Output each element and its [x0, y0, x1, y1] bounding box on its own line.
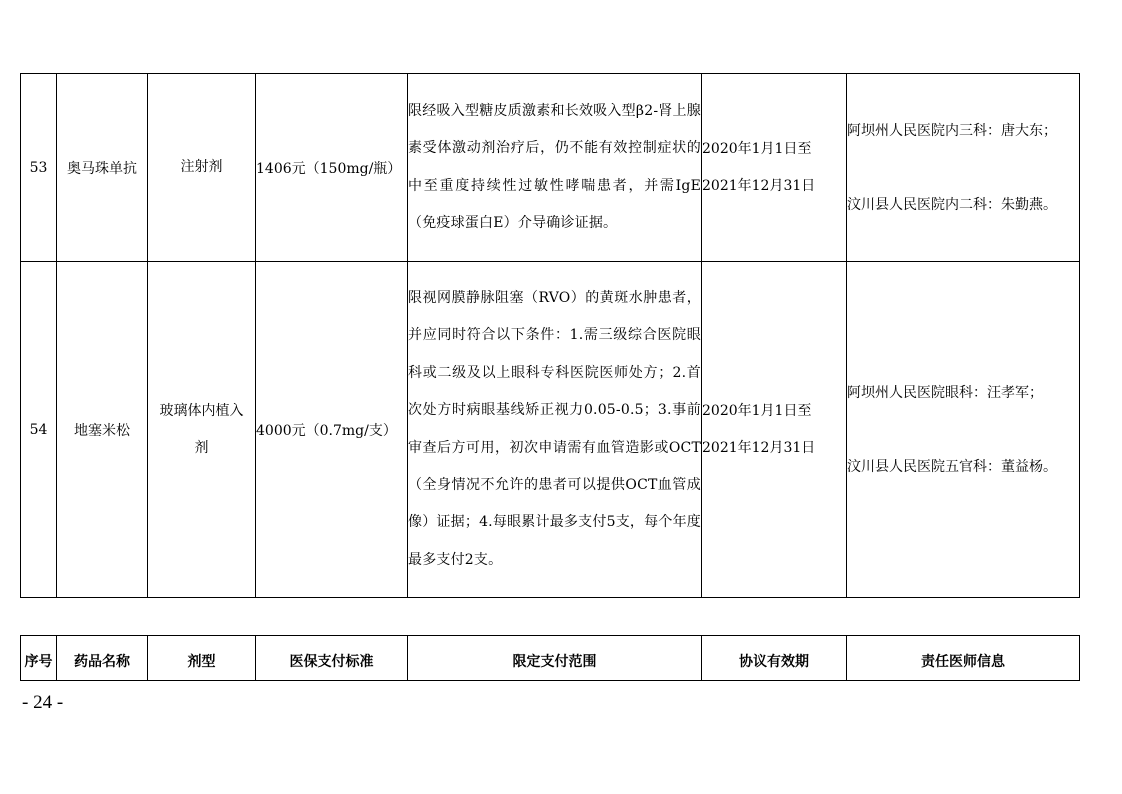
table-header	[20, 635, 1080, 681]
page-number: - 24 -	[22, 692, 64, 713]
agreement-period	[702, 74, 847, 262]
table-row	[21, 74, 1080, 262]
doctor-entry: 汶川县人民医院内二科：朱勤燕。	[847, 196, 1057, 213]
doctor-entry: 阿坝州人民医院内三科：唐大东；	[847, 122, 1057, 139]
dosage-form: 注射剂	[148, 74, 256, 262]
period-end: 2021年12月31日	[702, 439, 816, 456]
row-number: 54	[21, 262, 57, 598]
price: 4000元（0.7mg/支）	[256, 262, 408, 598]
period-end: 2021年12月31日	[702, 177, 816, 194]
drug-name: 地塞米松	[57, 262, 148, 598]
header-period: 协议有效期	[702, 636, 847, 681]
header-doctor: 责任医师信息	[847, 636, 1080, 681]
payment-scope: 限视网膜静脉阻塞（RVO）的黄斑水肿患者，并应同时符合以下条件：1.需三级综合医院眼科或二级及以上眼科专科医院医师处方；2.首次处方时病眼基线矫正视力0.05-0.5；3.事前审查后方可用，初次申请需有血管造影或OCT（全身情况不允许的患者可以提供OCT血管成像）证据；4.每眼累计最多支付5支，每个年度最多支付2支。	[408, 262, 702, 598]
header-number: 序号	[21, 636, 57, 681]
doctor-entry: 汶川县人民医院五官科：董益杨。	[847, 458, 1057, 475]
period-start: 2020年1月1日至	[702, 140, 812, 157]
dosage-form-line: 玻璃体内植入	[159, 402, 244, 419]
agreement-period	[702, 262, 847, 598]
header-price: 医保支付标准	[256, 636, 408, 681]
doctor-entry: 阿坝州人民医院眼科：汪孝军；	[847, 384, 1043, 401]
row-number: 53	[21, 74, 57, 262]
dosage-form	[148, 262, 256, 598]
table-row	[21, 262, 1080, 598]
dosage-form-line: 剂	[194, 439, 209, 456]
drug-name: 奥马珠单抗	[57, 74, 148, 262]
header-drug-name: 药品名称	[57, 636, 148, 681]
doctor-info	[847, 262, 1080, 598]
header-scope: 限定支付范围	[408, 636, 702, 681]
price: 1406元（150mg/瓶）	[256, 74, 408, 262]
drug-table	[20, 73, 1080, 598]
period-start: 2020年1月1日至	[702, 402, 812, 419]
header-dosage-form: 剂型	[148, 636, 256, 681]
doctor-info	[847, 74, 1080, 262]
payment-scope: 限经吸入型糖皮质激素和长效吸入型β2-肾上腺素受体激动剂治疗后，仍不能有效控制症状的中至重度持续性过敏性哮喘患者，并需IgE（免疫球蛋白E）介导确诊证据。	[408, 74, 702, 262]
header-row	[21, 636, 1080, 681]
